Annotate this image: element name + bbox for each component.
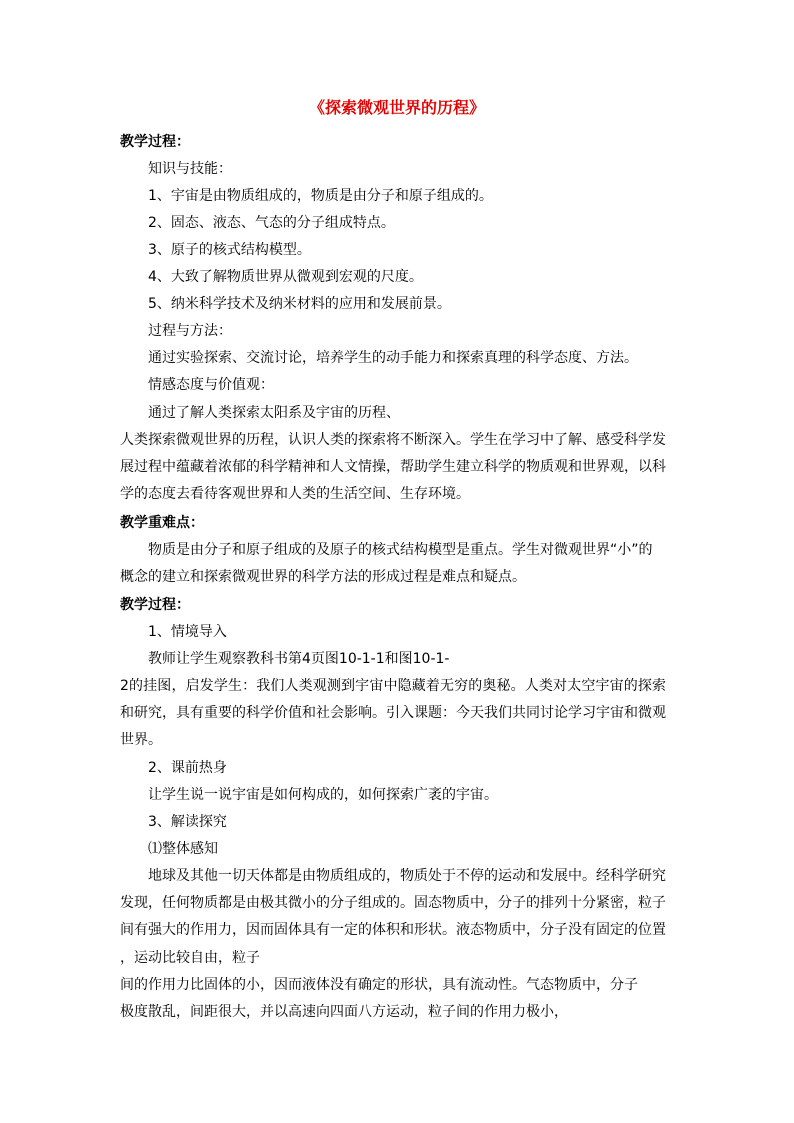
- paragraph-line: 和研究，具有重要的科学价值和社会影响。引入课题：今天我们共同讨论学习宇宙和微观: [120, 705, 666, 721]
- paragraph-line: 极度散乱，间距很大，并以高速向四面八方运动，粒子间的作用力极小，: [120, 1004, 568, 1020]
- subheading-knowledge-skills: 知识与技能：: [148, 161, 232, 177]
- paragraph-line: 学的态度去看待客观世界和人类的生活空间、生存环境。: [120, 486, 470, 502]
- list-item: 1、情境导入: [148, 624, 227, 640]
- list-item: 3、原子的核式结构模型。: [148, 242, 311, 258]
- paragraph-line: 教师让学生观察教科书第4页图10-1-1和图10-1-: [148, 651, 450, 667]
- paragraph-line: ，运动比较自由，粒子: [120, 950, 260, 966]
- list-item: 5、纳米科学技术及纳米材料的应用和发展前景。: [148, 296, 451, 312]
- paragraph-line: 通过了解人类探索太阳系及宇宙的历程、: [148, 405, 400, 421]
- paragraph-line: 地球及其他一切天体都是由物质组成的，物质处于不停的运动和发展中。经科学研究: [148, 868, 666, 884]
- list-item: 4、大致了解物质世界从微观到宏观的尺度。: [148, 269, 423, 285]
- list-item: 3、解读探究: [148, 814, 227, 830]
- paragraph-line: 通过实验探索、交流讨论，培养学生的动手能力和探索真理的科学态度、方法。: [148, 350, 638, 366]
- paragraph-line: 间有强大的作用力，因而固体具有一定的体积和形状。液态物质中，分子没有固定的位置: [120, 922, 666, 938]
- list-item: 1、宇宙是由物质组成的，物质是由分子和原子组成的。: [148, 188, 493, 204]
- paragraph-line: 展过程中蕴藏着浓郁的科学精神和人文情操，帮助学生建立科学的物质观和世界观，以科: [120, 459, 666, 475]
- paragraph-line: 间的作用力比固体的小，因而液体没有确定的形状，具有流动性。气态物质中，分子: [120, 977, 638, 993]
- subheading-process-methods: 过程与方法：: [148, 323, 232, 339]
- paragraph-line: 世界。: [120, 732, 162, 748]
- document-title: 《探索微观世界的历程》: [308, 98, 485, 117]
- section-heading-teaching-process-2: 教学过程：: [120, 597, 190, 613]
- list-item: ⑴整体感知: [148, 841, 218, 857]
- subheading-emotion-values: 情感态度与价值观：: [148, 377, 274, 393]
- list-item: 2、课前热身: [148, 760, 227, 776]
- paragraph-line: 发现，任何物质都是由极其微小的分子组成的。固态物质中，分子的排列十分紧密，粒子: [120, 895, 666, 911]
- paragraph-line: 物质是由分子和原子组成的及原子的核式结构模型是重点。学生对微观世界“小”的: [148, 542, 653, 558]
- paragraph-line: 2的挂图，启发学生：我们人类观测到宇宙中隐藏着无穷的奥秘。人类对太空宇宙的探索: [120, 678, 666, 694]
- paragraph-line: 让学生说一说宇宙是如何构成的，如何探索广袤的宇宙。: [148, 787, 498, 803]
- section-heading-key-points: 教学重难点：: [120, 515, 204, 531]
- paragraph-line: 人类探索微观世界的历程，认识人类的探索将不断深入。学生在学习中了解、感受科学发: [120, 432, 666, 448]
- section-heading-teaching-process: 教学过程：: [120, 134, 190, 150]
- list-item: 2、固态、液态、气态的分子组成特点。: [148, 215, 395, 231]
- paragraph-line: 概念的建立和探索微观世界的科学方法的形成过程是难点和疑点。: [120, 569, 526, 585]
